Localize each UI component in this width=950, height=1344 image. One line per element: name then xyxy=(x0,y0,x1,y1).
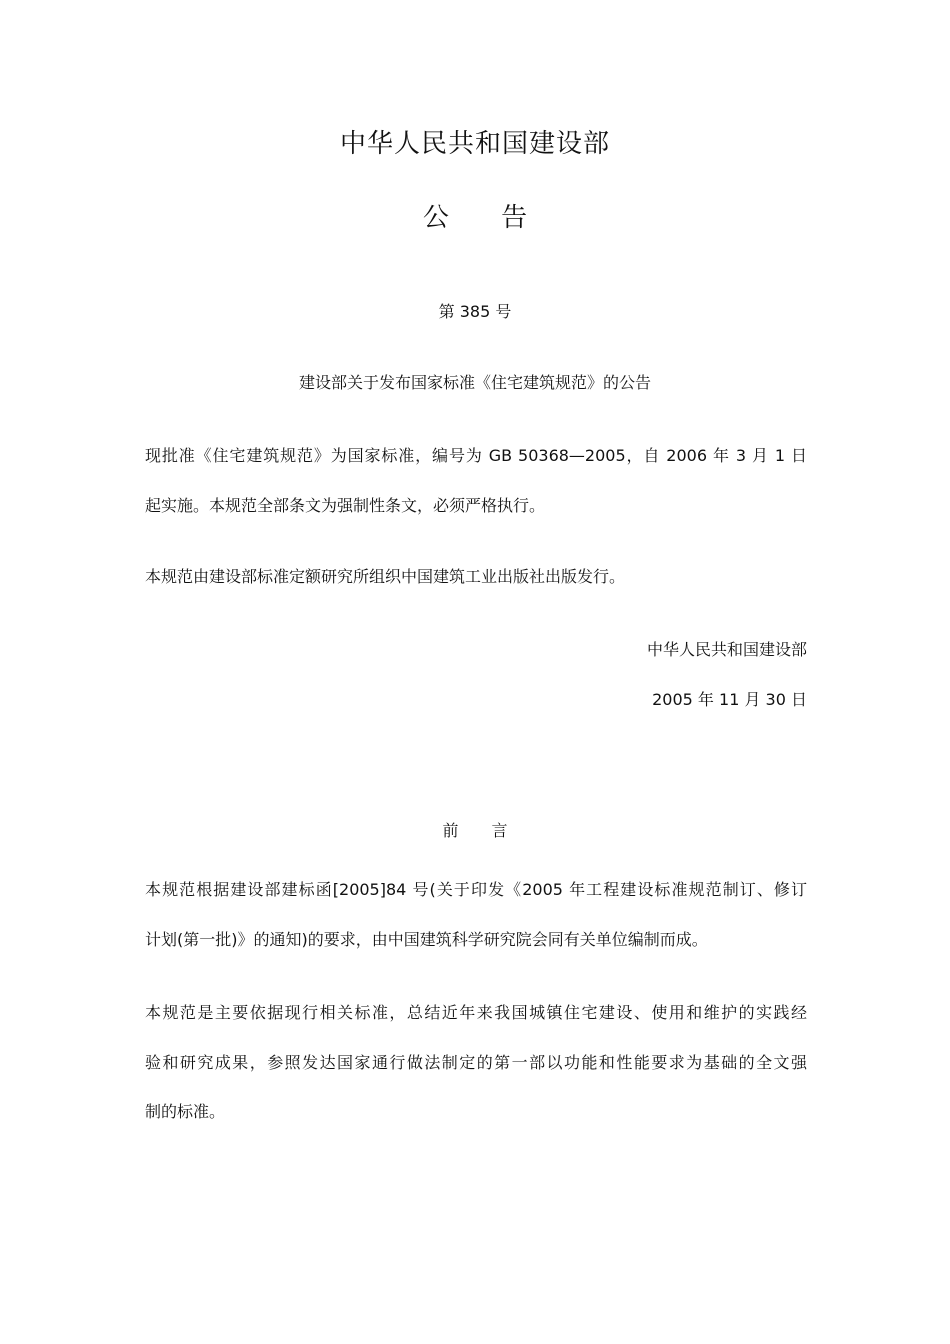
preface-paragraph-1-line-2: 计划(第一批)》的通知)的要求，由中国建筑科学研究院会同有关单位编制而成。 xyxy=(145,930,708,949)
body-paragraph-2-line-1: 本规范由建设部标准定额研究所组织中国建筑工业出版社出版发行。 xyxy=(145,567,626,586)
body-paragraph-1-line-2: 起实施。本规范全部条文为强制性条文，必须严格执行。 xyxy=(145,496,546,515)
ministry-title: 中华人民共和国建设部 xyxy=(339,129,610,159)
preface-paragraph-2-line-2: 验和研究成果，参照发达国家通行做法制定的第一部以功能和性能要求为基础的全文强 xyxy=(145,1053,807,1072)
notice-number: 第 385 号 xyxy=(438,302,512,321)
body-paragraph-1-line-1: 现批准《住宅建筑规范》为国家标准，编号为 GB 50368—2005，自 2006 年 3 月 1 日 xyxy=(145,446,807,465)
signature-date: 2005 年 11 月 30 日 xyxy=(652,690,807,709)
preface-heading: 前 言 xyxy=(442,821,522,840)
preface-paragraph-2-line-3: 制的标准。 xyxy=(145,1102,226,1121)
signature-issuer: 中华人民共和国建设部 xyxy=(646,640,807,659)
preface-paragraph-2-line-1: 本规范是主要依据现行相关标准，总结近年来我国城镇住宅建设、使用和维护的实践经 xyxy=(145,1003,807,1022)
notice-title: 公 告 xyxy=(422,203,550,233)
preface-paragraph-1-line-1: 本规范根据建设部建标函[2005]84 号(关于印发《2005 年工程建设标准规范制订、修订 xyxy=(145,880,807,899)
notice-subject: 建设部关于发布国家标准《住宅建筑规范》的公告 xyxy=(298,373,651,392)
